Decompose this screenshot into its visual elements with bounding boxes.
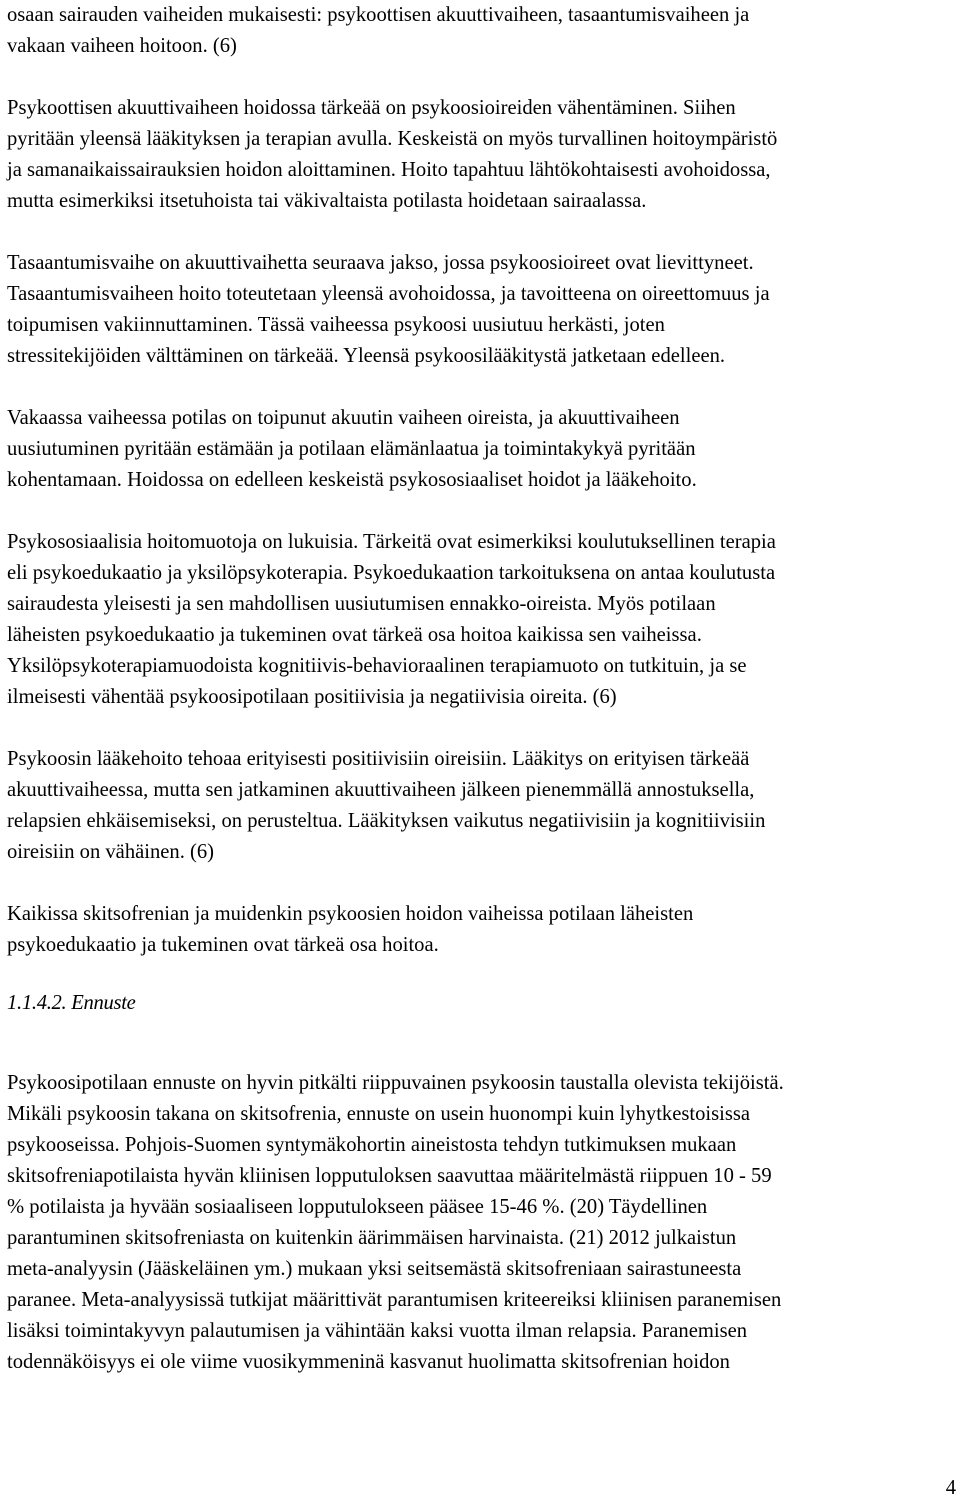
text-line: Psykoottisen akuuttivaiheen hoidossa tärkeää on psykoosioireiden vähentäminen. Siihen: [7, 97, 736, 119]
text-line: Psykososiaalisia hoitomuotoja on lukuisia. Tärkeitä ovat esimerkiksi koulutuksellinen terapia: [7, 531, 776, 553]
paragraph-gap: [7, 372, 957, 403]
text-line: sairaudesta yleisesti ja sen mahdollisen uusiutumisen ennakko-oireista. Myös potilaan: [7, 593, 716, 615]
paragraph-gap: [7, 868, 957, 899]
text-line: toipumisen vakiinnuttaminen. Tässä vaiheessa psykoosi uusiutuu herkästi, joten: [7, 314, 665, 336]
document-page: [7, 0, 957, 1378]
text-line: uusiutuminen pyritään estämään ja potilaan elämänlaatua ja toimintakykyä pyritään: [7, 438, 696, 460]
text-line: läheisten psykoedukaatio ja tukeminen ovat tärkeä osa hoitoa kaikissa sen vaiheissa.: [7, 624, 702, 646]
text-line: paranee. Meta-analyysissä tutkijat määrittivät parantumisen kriteereiksi kliinisen paranemisen: [7, 1289, 782, 1311]
text-line: Mikäli psykoosin takana on skitsofrenia, ennuste on usein huonompi kuin lyhytkestoisissa: [7, 1103, 751, 1125]
text-line: Psykoosipotilaan ennuste on hyvin pitkälti riippuvainen psykoosin taustalla olevista tekijöistä.: [7, 1072, 784, 1094]
paragraph: [7, 527, 957, 713]
paragraph-gap: [7, 217, 957, 248]
text-line: Yksilöpsykoterapiamuodoista kognitiivis-behavioraalinen terapiamuoto on tutkituin, ja se: [7, 655, 747, 677]
paragraph: [7, 744, 957, 868]
text-line: Tasaantumisvaihe on akuuttivaihetta seuraava jakso, jossa psykoosioireet ovat lievittyneet.: [7, 252, 754, 274]
text-line: lisäksi toimintakyvyn palautumisen ja vähintään kaksi vuotta ilman relapsia. Paranemisen: [7, 1320, 748, 1342]
text-line: vakaan vaiheen hoitoon. (6): [7, 35, 237, 57]
text-line: skitsofreniapotilaista hyvän kliinisen lopputuloksen saavuttaa määritelmästä riippuen 10 - 59: [7, 1165, 772, 1187]
body-text-after-heading: [7, 1068, 957, 1378]
text-line: psykoedukaatio ja tukeminen ovat tärkeä osa hoitoa.: [7, 934, 439, 956]
text-line: % potilaista ja hyvään sosiaaliseen lopputulokseen pääsee 15-46 %. (20) Täydellinen: [7, 1196, 708, 1218]
paragraph: [7, 899, 957, 961]
text-line: oireisiin on vähäinen. (6): [7, 841, 215, 863]
text-line: pyritään yleensä lääkityksen ja terapian avulla. Keskeistä on myös turvallinen hoitoympäristö: [7, 128, 778, 150]
paragraph-gap: [7, 713, 957, 744]
paragraph-gap: [7, 62, 957, 93]
text-line: Vakaassa vaiheessa potilas on toipunut akuutin vaiheen oireista, ja akuuttivaiheen: [7, 407, 680, 429]
text-line: eli psykoedukaatio ja yksilöpsykoterapia. Psykoedukaation tarkoituksena on antaa koulutusta: [7, 562, 776, 584]
page-number: 4: [945, 1477, 956, 1499]
section-heading: 1.1.4.2. Ennuste: [7, 992, 136, 1014]
text-line: ilmeisesti vähentää psykoosipotilaan positiivisia ja negatiivisia oireita. (6): [7, 686, 617, 708]
text-line: meta-analyysin (Jääskeläinen ym.) mukaan yksi seitsemästä skitsofreniaan sairastuneesta: [7, 1258, 742, 1280]
text-line: parantuminen skitsofreniasta on kuitenkin äärimmäisen harvinaista. (21) 2012 julkaistun: [7, 1227, 737, 1249]
paragraph: [7, 403, 957, 496]
text-line: psykooseissa. Pohjois-Suomen syntymäkohortin aineistosta tehdyn tutkimuksen mukaan: [7, 1134, 737, 1156]
paragraph: [7, 93, 957, 217]
paragraph: [7, 248, 957, 372]
text-line: osaan sairauden vaiheiden mukaisesti: psykoottisen akuuttivaiheen, tasaantumisvaiheen ja: [7, 4, 750, 26]
paragraph: [7, 1068, 957, 1378]
text-line: Kaikissa skitsofrenian ja muidenkin psykoosien hoidon vaiheissa potilaan läheisten: [7, 903, 694, 925]
text-line: todennäköisyys ei ole viime vuosikymmeninä kasvanut huolimatta skitsofrenian hoidon: [7, 1351, 730, 1373]
paragraph-gap: [7, 496, 957, 527]
text-line: mutta esimerkiksi itsetuhoista tai väkivaltaista potilasta hoidetaan sairaalassa.: [7, 190, 647, 212]
body-text-before-heading: [7, 0, 957, 961]
text-line: akuuttivaiheessa, mutta sen jatkaminen akuuttivaiheen jälkeen pienemmällä annostuksella,: [7, 779, 755, 801]
text-line: Tasaantumisvaiheen hoito toteutetaan yleensä avohoidossa, ja tavoitteena on oireettomuus ja: [7, 283, 770, 305]
text-line: stressitekijöiden välttäminen on tärkeää. Yleensä psykoosilääkitystä jatketaan edelleen.: [7, 345, 726, 367]
text-line: kohentamaan. Hoidossa on edelleen keskeistä psykososiaaliset hoidot ja lääkehoito.: [7, 469, 697, 491]
text-line: relapsien ehkäisemiseksi, on perusteltua. Lääkityksen vaikutus negatiivisiin ja kognitiivisiin: [7, 810, 766, 832]
text-line: Psykoosin lääkehoito tehoaa erityisesti positiivisiin oireisiin. Lääkitys on erityisen tärkeää: [7, 748, 750, 770]
text-line: ja samanaikaissairauksien hoidon aloittaminen. Hoito tapahtuu lähtökohtaisesti avohoidossa,: [7, 159, 771, 181]
paragraph: [7, 0, 957, 62]
spacer: [7, 1019, 957, 1068]
